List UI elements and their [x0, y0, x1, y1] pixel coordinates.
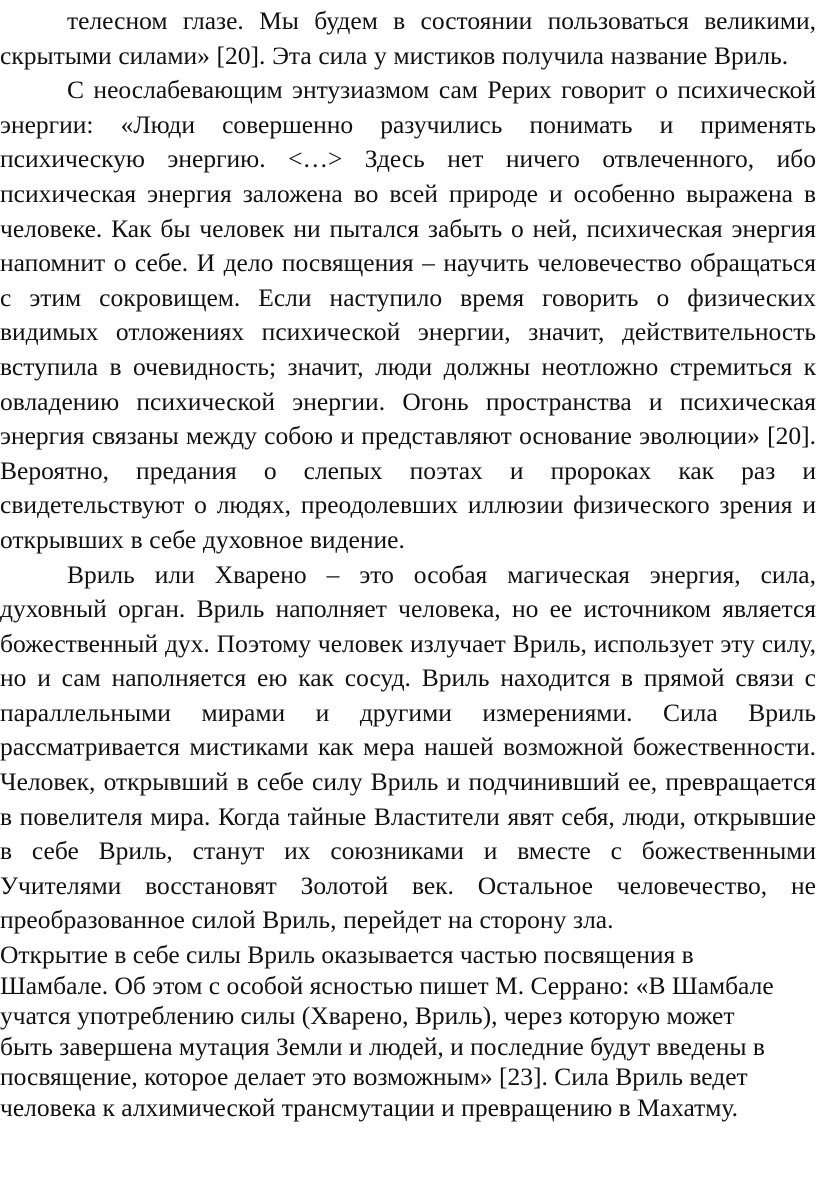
- paragraph-vril: Вриль или Хварено – это особая магическая энергия, сила, духовный орган. Вриль наполняет человека, но ее источником является божественный дух. Поэтому человек излучает Вриль, использует эту силу, но и сам наполняется ею как сосуд. Вриль находится в прямой связи с параллельными мирами и другими измерениями. Сила Вриль рассматривается мистиками как мера нашей возможной божественности. Человек, открывший в себе силу Вриль и подчинивший ее, превращается в повелителя мира. Когда тайные Властители явят себя, люди, открывшие в себе Вриль, станут их союзниками и вместе с божественными Учителями восстановят Золотой век. Остальное человечество, не преобразованное силой Вриль, перейдет на сторону зла.: [0, 559, 816, 935]
- paragraph-shambhala: [0, 940, 816, 1124]
- text-line: посвящение, которое делает это возможным» [23]. Сила Вриль ведет: [0, 1062, 748, 1092]
- text-line: быть завершена мутация Земли и людей, и последние будут введены в: [0, 1031, 765, 1061]
- paragraph-continuation: [0, 4, 816, 73]
- text-line: учатся употреблению силы (Хварено, Вриль), через которую может: [0, 1001, 735, 1031]
- paragraph-roerich: С неослабевающим энтузиазмом сам Рерих говорит о психической энергии: «Люди совершенно разучились понимать и применять психическую энергию. <…> Здесь нет ничего отвлеченного, ибо психическая энергия заложена во всей природе и особенно выражена в человеке. Как бы человек ни пытался забыть о ней, психическая энергия напомнит о себе. И дело посвящения – научить человечество обращаться с этим сокровищем. Если наступило время говорить о физических видимых отложениях психической энергии, значит, действительность вступила в очевидность; значит, люди должны неотложно стремиться к овладению психической энергии. Огонь пространства и психическая энергия связаны между собою и представляют основание эволюции» [20]. Вероятно, предания о слепых поэтах и пророках как раз и свидетельствуют о людях, преодолевших иллюзии физического зрения и открывших в себе духовное видение.: [0, 75, 816, 554]
- text-line: Открытие в себе силы Вриль оказывается частью посвящения в: [0, 940, 694, 970]
- text-line: человека к алхимической трансмутации и превращению в Махатму.: [0, 1093, 739, 1122]
- text-line: Шамбале. Об этом с особой ясностью пишет М. Серрано: «В Шамбале: [0, 970, 774, 1000]
- paragraph-continuation-rest: скрытыми силами» [20]. Эта сила у мистиков получила название Вриль.: [0, 40, 789, 70]
- paragraph-continuation-first-line: телесном глазе. Мы будем в состоянии пользоваться великими,: [67, 6, 816, 35]
